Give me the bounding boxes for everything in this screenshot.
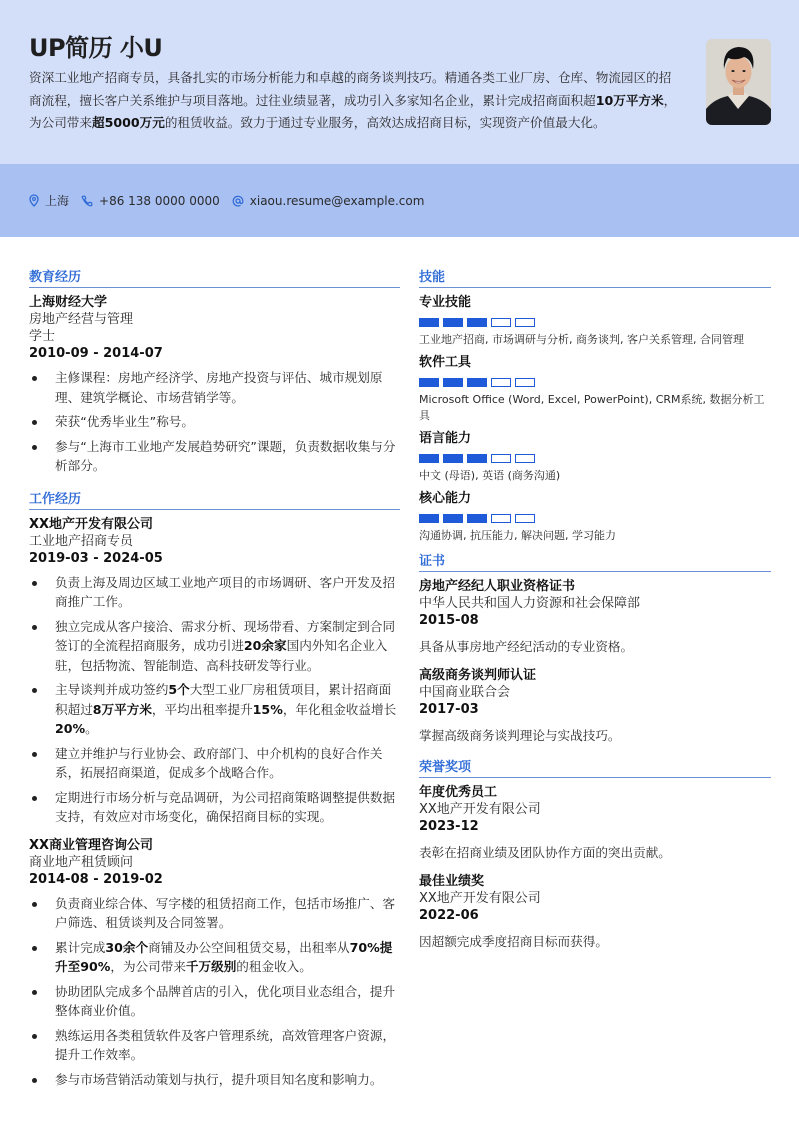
skill-block-empty: [515, 454, 535, 463]
major: 房地产经营与管理: [29, 312, 134, 327]
highlight-text: 8万平方米: [92, 701, 152, 717]
skill-block-filled: [419, 514, 439, 523]
resume-header: [0, 0, 799, 164]
education-bullets: [29, 368, 400, 476]
degree: 学士: [29, 329, 56, 344]
award-date: 2022-06: [419, 908, 479, 923]
text-run: 国内外知名企业入驻，包括物流、智能制造、高科技研发等行业。: [55, 638, 388, 673]
avatar-image: [706, 39, 771, 125]
text-run: 建立并维护与行业协会、政府部门、中介机构的良好合作关系，拓展招商渠道，促成多个战略合作。: [55, 745, 383, 780]
text-run: 定期进行市场分析与竞品调研，为公司招商策略调整提供数据支持，有效应对市场变化，确保招商目标的实现。: [55, 789, 396, 824]
work-section: [29, 488, 400, 1090]
skill-block-filled: [467, 454, 487, 463]
skill-block-filled: [419, 378, 439, 387]
right-column: [419, 266, 771, 962]
text-run: 熟练运用各类租赁软件及客户管理系统，高效管理客户资源，提升工作效率。: [55, 1027, 396, 1062]
bullet-item: [29, 788, 400, 827]
education-section: [29, 266, 400, 476]
skill-block-filled: [419, 454, 439, 463]
skill-block-empty: [491, 514, 511, 523]
bullet-item: [29, 573, 400, 612]
section-title-education: 教育经历: [29, 266, 400, 288]
skill-category: 软件工具: [419, 355, 472, 370]
text-run: 参与“上海市工业地产发展趋势研究”课题，负责数据收集与分析部分。: [55, 438, 396, 473]
certificate-issuer: 中国商业联合会: [419, 685, 511, 700]
company-name: XX商业管理咨询公司: [29, 837, 154, 853]
text-run: ，为公司带来: [110, 959, 186, 974]
text-run: 独立完成从客户接洽、需求分析、现场带看、方案制定到合同签订的全流程招商服务，成功引进: [55, 618, 396, 653]
section-title-certificates: 证书: [419, 550, 771, 572]
skill-block-filled: [467, 514, 487, 523]
skill-category: 语言能力: [419, 431, 472, 446]
highlight-text: 20余家: [243, 638, 287, 653]
contact-phone: [81, 194, 220, 208]
certificate-entry: [419, 667, 771, 744]
text-run: 主修课程：房地产经济学、房地产投资与评估、城市规划原理、建筑学概论、市场营销学等。: [55, 370, 383, 405]
bullet-item: [29, 437, 400, 476]
skill-block-filled: [443, 514, 463, 523]
certificates-section: [419, 550, 771, 744]
work-bullets: [29, 573, 400, 827]
highlight-text: 15%: [252, 701, 283, 717]
location-pin-icon: [29, 194, 39, 207]
certificate-description: 掌握高级商务谈判理论与实战技巧。: [419, 728, 621, 743]
skill-block-empty: [491, 318, 511, 327]
skill-block-filled: [467, 378, 487, 387]
skill-block-filled: [467, 318, 487, 327]
skill-level-meter: [419, 514, 771, 523]
award-name: 年度优秀员工: [419, 785, 498, 800]
text-run: 主导谈判并成功签约: [55, 682, 169, 697]
skill-description: Microsoft Office (Word, Excel, PowerPoint), CRM系统, 数据分析工具: [419, 393, 765, 422]
certificate-description: 具备从事房地产经纪活动的专业资格。: [419, 639, 634, 654]
section-title-work: 工作经历: [29, 488, 400, 510]
text-run: 累计完成: [55, 939, 106, 955]
at-sign-icon: [232, 195, 244, 207]
certificate-entry: [419, 578, 771, 655]
bullet-item: [29, 680, 400, 739]
skill-category: 核心能力: [419, 491, 472, 506]
award-date: 2023-12: [419, 819, 479, 834]
highlight-text: 70%提升至90%: [55, 939, 393, 974]
work-entry: [29, 837, 400, 1090]
skill-level-meter: [419, 454, 771, 463]
text-run: 的租金收入。: [236, 959, 312, 974]
skill-block-filled: [419, 318, 439, 327]
certificate-date: 2015-08: [419, 613, 479, 628]
text-run: ，平均出租率提升: [151, 701, 253, 717]
skill-block-filled: [443, 454, 463, 463]
work-date: 2019-03 - 2024-05: [29, 550, 163, 566]
email-text[interactable]: xiaou.resume@example.com: [249, 193, 425, 208]
text-run: 负责商业综合体、写字楼的租赁招商工作，包括市场推广、客户筛选、租赁谈判及合同签署。: [55, 895, 396, 930]
text-run: 的租赁收益。致力于通过专业服务，高效达成招商目标，实现资产价值最大化。: [164, 115, 606, 130]
text-run: 参与市场营销活动策划与执行，提升项目知名度和影响力。: [55, 1071, 383, 1087]
work-date: 2014-08 - 2019-02: [29, 871, 163, 887]
award-entry: [419, 873, 771, 950]
award-name: 最佳业绩奖: [419, 874, 485, 889]
school-name: 上海财经大学: [29, 295, 108, 310]
highlight-text: 超5000万元: [91, 115, 165, 130]
education-date: 2010-09 - 2014-07: [29, 346, 163, 361]
section-title-skills: 技能: [419, 266, 771, 288]
contact-email: [232, 194, 425, 208]
profile-photo: [706, 39, 771, 125]
contact-info: [29, 192, 436, 209]
skill-description: 中文 (母语), 英语 (商务沟通): [419, 469, 561, 482]
bullet-item: [29, 894, 400, 933]
award-description: 因超额完成季度招商目标而获得。: [419, 934, 608, 949]
text-run: 负责上海及周边区域工业地产项目的市场调研、客户开发及招商推广工作。: [55, 574, 396, 609]
text-run: 协助团队完成多个品牌首店的引入，优化项目业态组合，提升整体商业价值。: [55, 983, 396, 1018]
certificate-name: 高级商务谈判师认证: [419, 668, 537, 683]
skill-block-empty: [515, 318, 535, 327]
education-entry: [29, 294, 400, 476]
text-run: ，年化租金收益增长: [282, 701, 397, 717]
job-position: 工业地产招商专员: [29, 533, 134, 549]
text-run: 资深工业地产招商专员，具备扎实的市场分析能力和卓越的商务谈判技巧。精通各类工业厂房、仓库、物流园区的招商流程，擅长客户关系维护与项目落地。过往业绩显著，成功引入多家知名企业，累计完成招商面积超: [29, 70, 672, 108]
skill-block-filled: [443, 378, 463, 387]
highlight-text: 20%: [55, 721, 86, 736]
text-run: 荣获“优秀毕业生”称号。: [55, 414, 194, 429]
phone-icon: [81, 195, 93, 207]
candidate-name: UP简历 小U: [29, 34, 163, 62]
certificate-date: 2017-03: [419, 702, 479, 717]
bullet-item: [29, 744, 400, 783]
award-description: 表彰在招商业绩及团队协作方面的突出贡献。: [419, 845, 671, 860]
bullet-item: [29, 412, 400, 432]
section-title-awards: 荣誉奖项: [419, 756, 771, 778]
text-run: ，为公司带来: [29, 92, 677, 130]
skill-description: 沟通协调, 抗压能力, 解决问题, 学习能力: [419, 529, 616, 542]
bullet-item: [29, 617, 400, 676]
highlight-text: 5个: [168, 682, 190, 697]
skill-level-meter: [419, 318, 771, 327]
profile-summary: [29, 67, 679, 135]
certificate-name: 房地产经纪人职业资格证书: [419, 579, 576, 594]
highlight-text: 10万平方米: [595, 92, 664, 108]
award-issuer: XX地产开发有限公司: [419, 802, 541, 817]
skills-section: [419, 266, 771, 544]
award-issuer: XX地产开发有限公司: [419, 891, 541, 906]
contact-location: [29, 192, 69, 209]
location-text: 上海: [45, 194, 70, 208]
left-column: [29, 266, 400, 1094]
bullet-item: [29, 938, 400, 977]
skill-block-empty: [515, 378, 535, 387]
bullet-item: [29, 1026, 400, 1065]
job-position: 商业地产租赁顾问: [29, 854, 134, 870]
bullet-item: [29, 368, 400, 407]
award-entry: [419, 784, 771, 861]
skill-description: 工业地产招商, 市场调研与分析, 商务谈判, 客户关系管理, 合同管理: [419, 333, 744, 346]
awards-section: [419, 756, 771, 950]
certificate-issuer: 中华人民共和国人力资源和社会保障部: [419, 596, 641, 611]
highlight-text: 千万级别: [185, 959, 237, 974]
skill-category: 专业技能: [419, 295, 472, 310]
bullet-item: [29, 982, 400, 1021]
highlight-text: 30余个: [105, 939, 149, 955]
phone-text[interactable]: +86 138 0000 0000: [99, 193, 220, 208]
text-run: 大型工业厂房租赁项目，累计招商面积超过: [55, 682, 392, 717]
work-bullets: [29, 894, 400, 1090]
bullet-item: [29, 1070, 400, 1090]
skill-block-empty: [491, 378, 511, 387]
text-run: 商铺及办公空间租赁交易，出租率从: [148, 939, 350, 955]
work-entry: [29, 516, 400, 827]
skill-block-empty: [515, 514, 535, 523]
skill-level-meter: [419, 378, 771, 387]
skill-block-filled: [443, 318, 463, 327]
text-run: 。: [85, 721, 98, 736]
company-name: XX地产开发有限公司: [29, 516, 154, 532]
skill-block-empty: [491, 454, 511, 463]
